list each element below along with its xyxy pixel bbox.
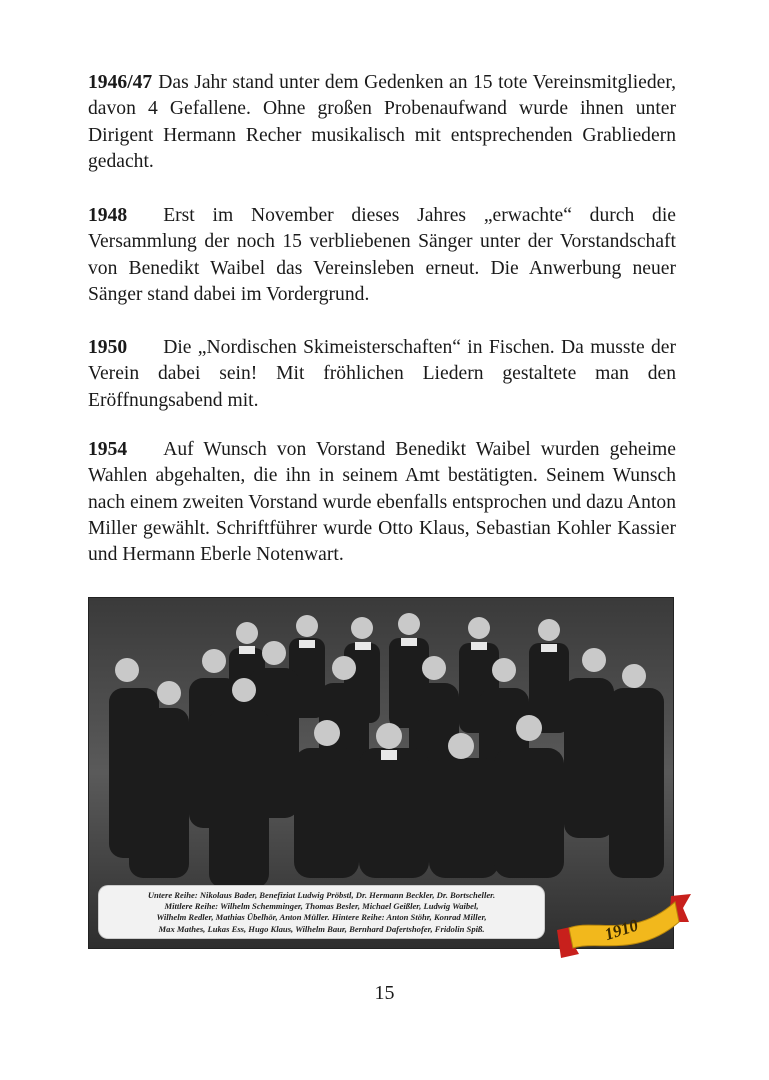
page-number: 15 <box>374 982 395 1004</box>
photo-caption <box>99 886 544 938</box>
caption-line: Max Mathes, Lukas Ess, Hugo Klaus, Wilhelm Baur, Bernhard Dafertshofer, Fridolin Spiß. <box>158 923 485 934</box>
year-label: 1948 <box>88 205 128 226</box>
ribbon-year: 1910 <box>602 915 641 945</box>
paragraph-text: Das Jahr stand unter dem Gedenken an 15 tote Vereinsmitglieder, davon 4 Gefallene. Ohne großen Probenaufwand wurde ihnen unter Dirigent Hermann Recher musikalisch mit entsprechenden Grabliedern gedacht. <box>88 72 676 172</box>
paragraph-1948 <box>88 203 676 308</box>
caption-line: Mittlere Reihe: Wilhelm Schemminger, Thomas Besler, Michael Geißler, Ludwig Waibel, <box>164 901 479 912</box>
year-label: 1954 <box>88 439 128 460</box>
paragraph-text: Die „Nordischen Skimeisterschaften“ in Fischen. Da musste der Verein dabei sein! Mit fröhlichen Liedern gestaltete man den Eröffnungsabend mit. <box>88 337 676 411</box>
paragraph-text: Erst im November dieses Jahres „erwachte“ durch die Versammlung der noch 15 verbliebenen Sänger unter der Vorstandschaft von Benedikt Waibel das Vereinsleben erneut. Die Anwerbung neuer Sänger stand dabei im Vordergrund. <box>88 205 676 305</box>
year-label: 1946/47 <box>88 72 153 93</box>
paragraph-1954 <box>88 437 676 568</box>
year-label: 1950 <box>88 337 128 358</box>
paragraph-text: Auf Wunsch von Vorstand Benedikt Waibel wurden geheime Wahlen abgehalten, die ihn in seinem Amt bestätigten. Seinem Wunsch nach einem zweiten Vorstand wurde ebenfalls entsprochen und dazu Anton Miller gewählt. Schriftführer wurde Otto Klaus, Sebastian Kohler Kassier und Hermann Eberle Notenwart. <box>88 439 676 566</box>
paragraph-1946 <box>88 70 676 175</box>
paragraph-1950 <box>88 335 676 414</box>
caption-line: Untere Reihe: Nikolaus Bader, Benefiziat Ludwig Pröbstl, Dr. Hermann Beckler, Dr. Bortscheller. <box>147 890 496 900</box>
year-ribbon <box>553 888 693 968</box>
caption-line: Wilhelm Redler, Mathias Übelhör, Anton Müller. Hintere Reihe: Anton Stöhr, Konrad Miller, <box>156 912 487 923</box>
